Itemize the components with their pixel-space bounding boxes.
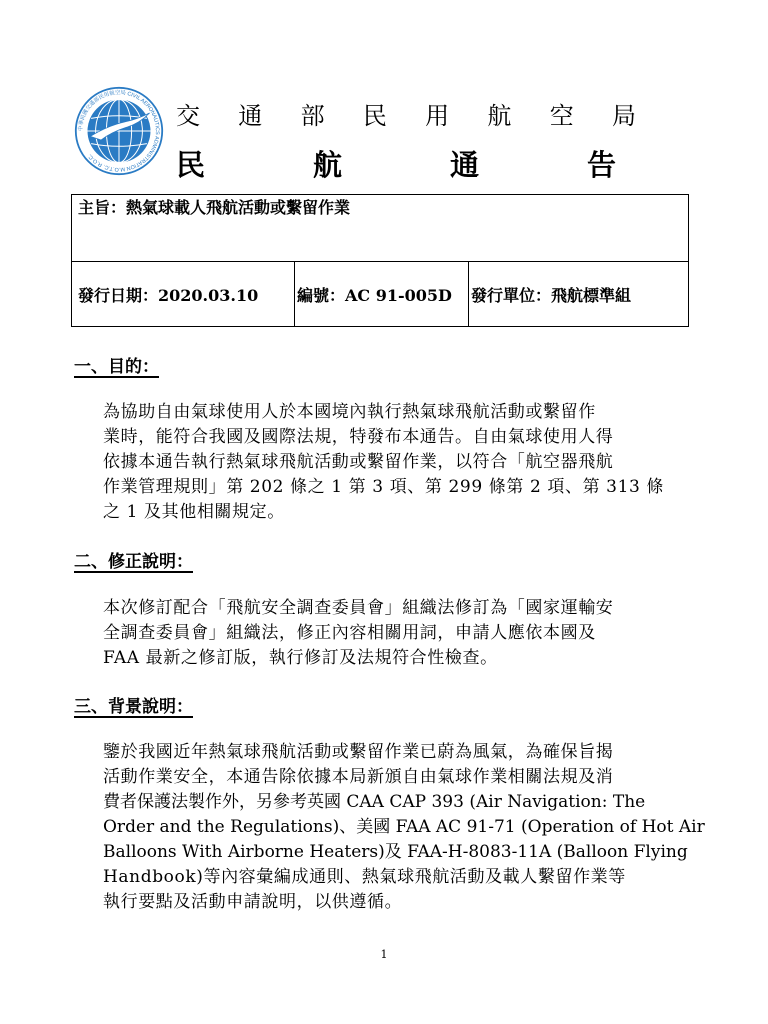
issuing-unit-cell: 發行單位：飛航標準組 <box>469 262 689 327</box>
text-line: 執行要點及活動申請說明，以供遵循。 <box>103 892 403 912</box>
document-title <box>176 148 616 182</box>
subject-row <box>72 195 689 262</box>
agency-name <box>176 102 636 130</box>
section-body-purpose <box>103 400 698 525</box>
text-line: Balloons With Airborne Heaters)及 FAA-H-8083-11A (Balloon Flying <box>103 842 688 862</box>
document-number-cell: 編號：AC 91-005D <box>295 262 469 327</box>
agency-char: 局 <box>611 102 636 130</box>
agency-char: 民 <box>362 102 387 130</box>
section-heading-purpose: 一、目的： <box>74 357 159 377</box>
agency-char: 用 <box>425 102 450 130</box>
title-char: 告 <box>586 148 616 182</box>
page-number: 1 <box>380 948 388 961</box>
meta-row <box>72 262 689 327</box>
text-line: 全調查委員會」組織法，修正內容相關用詞，申請人應依本國及 <box>103 623 596 643</box>
text-line: 依據本通告執行熱氣球飛航活動或繫留作業，以符合「航空器飛航 <box>103 452 614 472</box>
agency-char: 交 <box>176 102 200 130</box>
text-line: 之 1 及其他相關規定。 <box>103 502 285 522</box>
text-line: 費者保護法製作外，另參考英國 CAA CAP 393 (Air Navigation: The <box>103 792 646 812</box>
text-line: Handbook)等內容彙編成通則、熱氣球飛航活動及載人繫留作業等 <box>103 867 626 887</box>
section-body-revision <box>103 596 698 671</box>
text-line: 活動作業安全，本通告除依據本局新頒自由氣球作業相關法規及消 <box>103 767 614 787</box>
section-body-background <box>103 740 705 915</box>
agency-char: 航 <box>487 102 512 130</box>
subject-cell: 主旨：熱氣球載人飛航活動或繫留作業 <box>72 195 689 262</box>
text-line: 鑒於我國近年熱氣球飛航活動或繫留作業已蔚為風氣，為確保旨揭 <box>103 742 614 762</box>
text-line: 業時，能符合我國及國際法規，特發布本通告。自由氣球使用人得 <box>103 427 614 447</box>
text-line: 作業管理規則」第 202 條之 1 第 3 項、第 299 條第 2 項、第 313 條 <box>103 477 665 497</box>
text-line: FAA 最新之修訂版，執行修訂及法規符合性檢查。 <box>103 648 498 668</box>
title-char: 航 <box>312 148 342 182</box>
title-char: 通 <box>449 148 479 182</box>
text-line: Order and the Regulations)、美國 FAA AC 91-71 (Operation of Hot Air <box>103 817 705 837</box>
text-line: 本次修訂配合「飛航安全調查委員會」組織法修訂為「國家運輸安 <box>103 598 614 618</box>
agency-char: 部 <box>300 102 325 130</box>
caa-seal-icon <box>74 86 164 176</box>
text-line: 為協助自由氣球使用人於本國境內執行熱氣球飛航活動或繫留作 <box>103 402 596 422</box>
info-table <box>71 194 689 327</box>
seal-text: 中華民國交通部民用航空局 CIVIL AERONAUTICS ADMINISTRATION M.O.T.C. R.O.C. <box>78 90 160 172</box>
agency-char: 通 <box>238 102 263 130</box>
title-char: 民 <box>176 148 206 182</box>
section-heading-background: 三、背景說明： <box>74 697 193 717</box>
issue-date-cell: 發行日期：2020.03.10 <box>72 262 295 327</box>
agency-char: 空 <box>549 102 574 130</box>
section-heading-revision: 二、修正說明： <box>74 552 193 572</box>
